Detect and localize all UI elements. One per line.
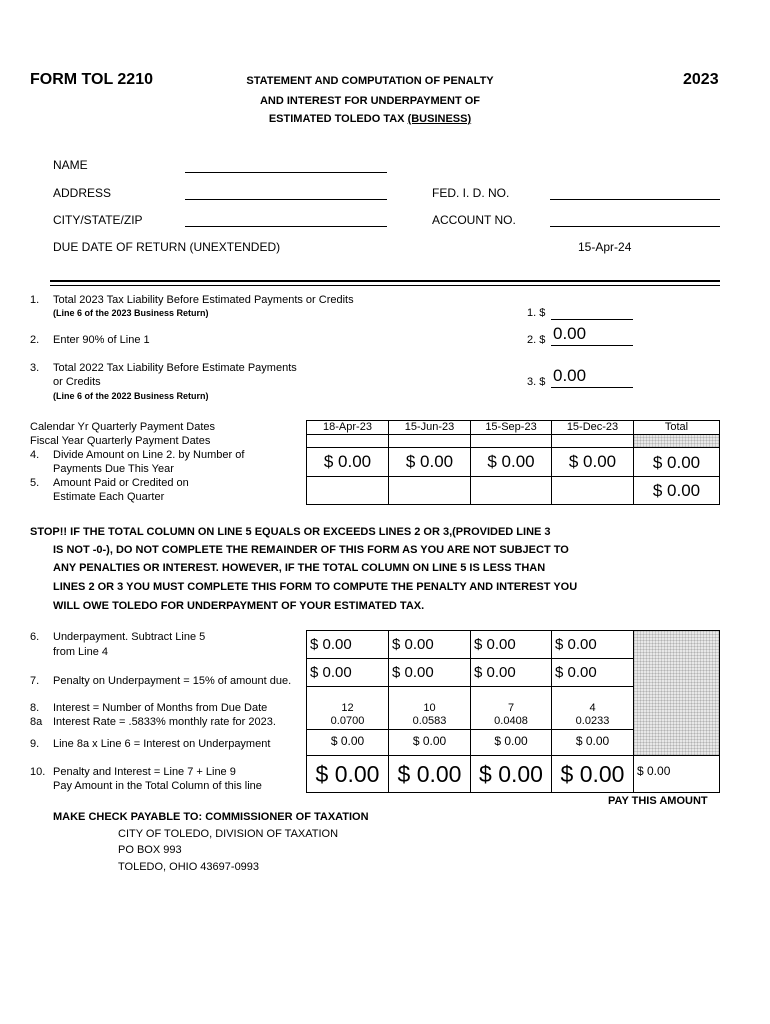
pay-this-amount-label: PAY THIS AMOUNT: [608, 795, 708, 807]
q2-date: 15-Jun-23: [388, 420, 471, 435]
line9-q2: $ 0.00: [388, 729, 471, 756]
line8-number: 8.: [30, 702, 40, 714]
name-label: NAME: [53, 158, 88, 172]
line6-q2[interactable]: $ 0.00: [388, 630, 471, 659]
line4-text-b: Payments Due This Year: [53, 463, 174, 475]
line10-q2: $ 0.00: [388, 755, 471, 793]
line4-q2[interactable]: $ 0.00: [388, 447, 471, 477]
line3-subtext: (Line 6 of the 2022 Business Return): [53, 391, 209, 401]
line6-q3[interactable]: $ 0.00: [470, 630, 552, 659]
line8a-text: Interest Rate = .5833% monthly rate for 2023.: [53, 716, 276, 728]
line8a-number: 8a: [30, 716, 43, 728]
line3-field[interactable]: [551, 366, 633, 388]
line2-value: 0.00: [553, 324, 587, 343]
line5-q1[interactable]: [306, 476, 389, 505]
line8-q2-cell: [388, 686, 471, 730]
section-divider-top: [50, 280, 720, 282]
line5-total: $ 0.00: [633, 476, 720, 505]
line9-q3: $ 0.00: [470, 729, 552, 756]
line1-ref: 1. $: [527, 307, 546, 319]
line4-number: 4.: [30, 449, 40, 461]
line1-text: Total 2023 Tax Liability Before Estimated Payments or Credits: [53, 294, 354, 306]
fein-label: FED. I. D. NO.: [432, 186, 510, 200]
q3-date: 15-Sep-23: [470, 420, 552, 435]
line8-q1-months: 12: [341, 702, 354, 714]
line3-ref: 3. $: [527, 376, 546, 388]
city-label: CITY/STATE/ZIP: [53, 213, 143, 227]
total-shaded-cell: [633, 434, 720, 448]
line9-text: Line 8a x Line 6 = Interest on Underpayment: [53, 738, 271, 750]
account-label: ACCOUNT NO.: [432, 213, 516, 227]
line2-number: 2.: [30, 334, 40, 346]
line10-q1: $ 0.00: [306, 755, 389, 793]
line8-text: Interest = Number of Months from Due Date: [53, 702, 268, 714]
city-field[interactable]: [185, 226, 387, 227]
line10-q3: $ 0.00: [470, 755, 552, 793]
form-title-business: (BUSINESS): [407, 113, 472, 125]
line1-field[interactable]: [551, 319, 633, 320]
line10-q4: $ 0.00: [551, 755, 634, 793]
remit-address-line2: PO BOX 993: [118, 844, 182, 856]
line6-text-b: from Line 4: [53, 646, 109, 658]
q3-spacer-cell: [470, 434, 552, 448]
line2-text: Enter 90% of Line 1: [53, 334, 150, 346]
line8-q2-months: 10: [423, 702, 436, 714]
calendar-dates-label: Calendar Yr Quarterly Payment Dates: [30, 421, 216, 433]
line10-number: 10.: [30, 766, 46, 778]
line7-number: 7.: [30, 675, 40, 687]
line3-value: 0.00: [553, 366, 587, 385]
name-field[interactable]: [185, 172, 387, 173]
line6-number: 6.: [30, 631, 40, 643]
form-title-line2: AND INTEREST FOR UNDERPAYMENT OF: [259, 95, 480, 107]
line8-q4-cell: [551, 686, 634, 730]
line1-subtext: (Line 6 of the 2023 Business Return): [53, 308, 209, 318]
line1-number: 1.: [30, 294, 40, 306]
form-title-line3: [245, 113, 495, 125]
stop-notice-line1: STOP!! IF THE TOTAL COLUMN ON LINE 5 EQUALS OR EXCEEDS LINES 2 OR 3,(PROVIDED LINE 3: [30, 526, 551, 538]
line5-q2[interactable]: [388, 476, 471, 505]
form-title-line1: STATEMENT AND COMPUTATION OF PENALTY: [246, 75, 494, 87]
line8a-q1-rate: 0.0700: [330, 715, 365, 727]
line5-q4[interactable]: [551, 476, 634, 505]
line2-field[interactable]: [551, 324, 633, 346]
line3-text-a: Total 2022 Tax Liability Before Estimate Payments: [53, 362, 297, 374]
line8a-q2-rate: 0.0583: [412, 715, 447, 727]
section-divider-bottom: [50, 285, 720, 286]
form-name: FORM TOL 2210: [30, 71, 153, 88]
line9-q4: $ 0.00: [551, 729, 634, 756]
line4-q3[interactable]: $ 0.00: [470, 447, 552, 477]
line6-text-a: Underpayment. Subtract Line 5: [53, 631, 206, 643]
due-date-label: DUE DATE OF RETURN (UNEXTENDED): [53, 240, 281, 254]
line4-q4[interactable]: $ 0.00: [551, 447, 634, 477]
tax-year: 2023: [683, 71, 719, 88]
account-field[interactable]: [550, 226, 720, 227]
fiscal-dates-label: Fiscal Year Quarterly Payment Dates: [30, 435, 211, 447]
address-label: ADDRESS: [53, 186, 112, 200]
line4-total: $ 0.00: [633, 447, 720, 477]
line9-number: 9.: [30, 738, 40, 750]
line7-q1[interactable]: $ 0.00: [306, 658, 389, 687]
q4-spacer-cell: [551, 434, 634, 448]
line8-q4-months: 4: [589, 702, 596, 714]
line3-number: 3.: [30, 362, 40, 374]
line5-q3[interactable]: [470, 476, 552, 505]
fein-field[interactable]: [550, 199, 720, 200]
computation-total-shaded: [633, 630, 720, 756]
line8-q3-cell: [470, 686, 552, 730]
line3-text-b: or Credits: [53, 376, 101, 388]
line7-q2[interactable]: $ 0.00: [388, 658, 471, 687]
line9-q1: $ 0.00: [306, 729, 389, 756]
due-date-value: 15-Apr-24: [578, 240, 632, 254]
payable-to: MAKE CHECK PAYABLE TO: COMMISSIONER OF TAXATION: [53, 811, 369, 823]
line4-text-a: Divide Amount on Line 2. by Number of: [53, 449, 245, 461]
line5-text-b: Estimate Each Quarter: [53, 491, 165, 503]
line10-text-b: Pay Amount in the Total Column of this line: [53, 780, 262, 792]
total-header: Total: [633, 420, 720, 435]
line8a-q4-rate: 0.0233: [575, 715, 610, 727]
q2-spacer-cell: [388, 434, 471, 448]
stop-notice-line2: IS NOT -0-), DO NOT COMPLETE THE REMAINDER OF THIS FORM AS YOU ARE NOT SUBJECT TO: [53, 544, 569, 556]
q1-date: 18-Apr-23: [306, 420, 389, 435]
q1-spacer-cell: [306, 434, 389, 448]
line7-text: Penalty on Underpayment = 15% of amount due.: [53, 675, 292, 687]
line5-number: 5.: [30, 477, 40, 489]
line5-text-a: Amount Paid or Credited on: [53, 477, 189, 489]
line6-q4[interactable]: $ 0.00: [551, 630, 634, 659]
stop-notice-line4: LINES 2 OR 3 YOU MUST COMPLETE THIS FORM TO COMPUTE THE PENALTY AND INTEREST YOU: [53, 581, 578, 593]
line2-ref: 2. $: [527, 334, 546, 346]
line10-text-a: Penalty and Interest = Line 7 + Line 9: [53, 766, 236, 778]
line8-q3-months: 7: [507, 702, 515, 714]
form-title-prefix: ESTIMATED TOLEDO TAX: [268, 113, 408, 125]
address-field[interactable]: [185, 199, 387, 200]
line8-q1-cell: [306, 686, 389, 730]
line4-q1[interactable]: $ 0.00: [306, 447, 389, 477]
line10-total: $ 0.00: [633, 755, 720, 793]
line8a-q3-rate: 0.0408: [494, 715, 528, 727]
remit-address-line3: TOLEDO, OHIO 43697-0993: [118, 861, 260, 873]
line7-q3[interactable]: $ 0.00: [470, 658, 552, 687]
line7-q4[interactable]: $ 0.00: [551, 658, 634, 687]
line6-q1[interactable]: $ 0.00: [306, 630, 389, 659]
q4-date: 15-Dec-23: [551, 420, 634, 435]
stop-notice-line5: WILL OWE TOLEDO FOR UNDERPAYMENT OF YOUR ESTIMATED TAX.: [53, 600, 425, 612]
remit-address-line1: CITY OF TOLEDO, DIVISION OF TAXATION: [118, 828, 339, 840]
stop-notice-line3: ANY PENALTIES OR INTEREST. HOWEVER, IF THE TOTAL COLUMN ON LINE 5 IS LESS THAN: [53, 562, 546, 574]
